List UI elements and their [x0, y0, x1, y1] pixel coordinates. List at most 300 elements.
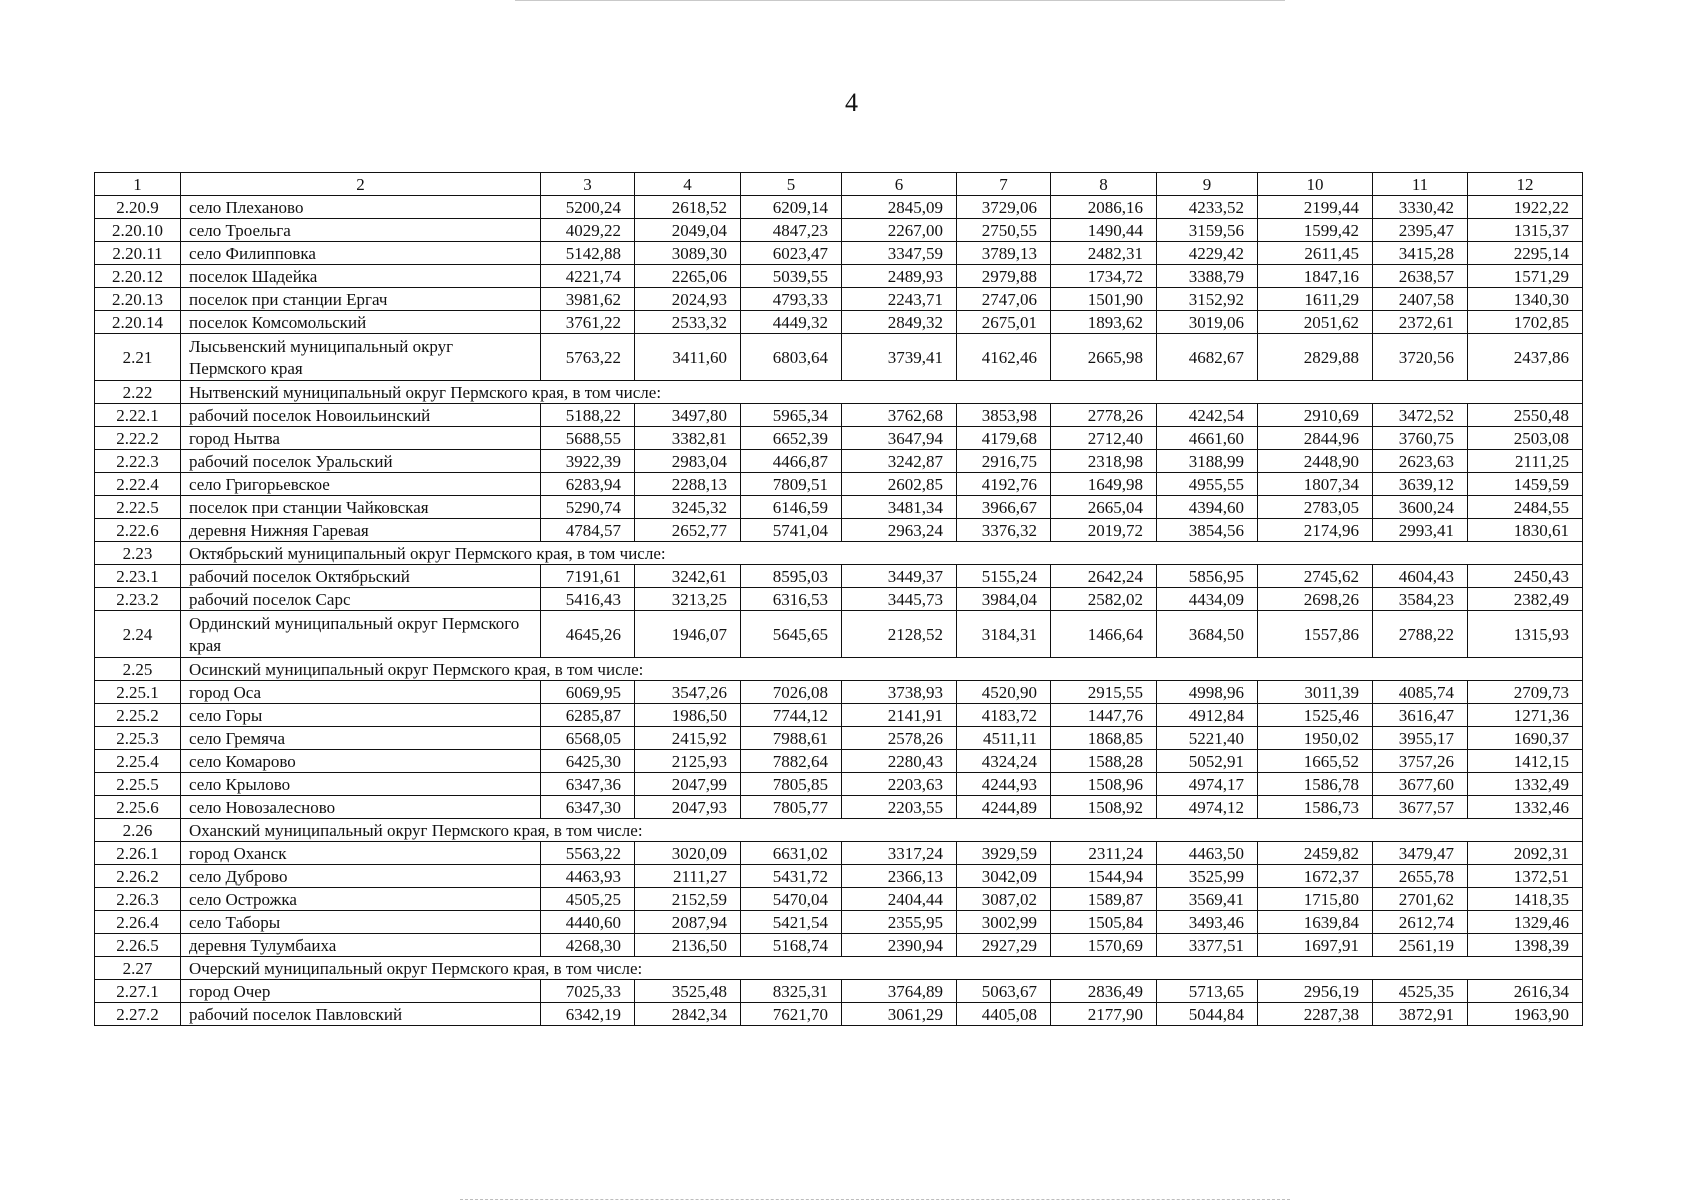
cell-value: 4682,67: [1157, 334, 1258, 381]
cell-value: 1588,28: [1051, 750, 1157, 773]
table-row: [95, 242, 1583, 265]
cell-value: 3547,26: [635, 681, 741, 704]
cell-value: 1332,49: [1468, 773, 1583, 796]
cell-value: 1672,37: [1258, 865, 1373, 888]
cell-value: 2602,85: [842, 473, 957, 496]
table-header-row: [95, 173, 1583, 196]
cell-value: 1963,90: [1468, 1003, 1583, 1026]
cell-value: 2616,34: [1468, 980, 1583, 1003]
cell-value: 2963,24: [842, 519, 957, 542]
cell-value: 6283,94: [541, 473, 635, 496]
cell-value: 5188,22: [541, 404, 635, 427]
row-name: поселок Комсомольский: [181, 311, 541, 334]
cell-value: 8595,03: [741, 565, 842, 588]
cell-value: 1639,84: [1258, 911, 1373, 934]
cell-value: 3242,87: [842, 450, 957, 473]
cell-value: 4525,35: [1373, 980, 1468, 1003]
cell-value: 1466,64: [1051, 611, 1157, 658]
row-code: 2.22.5: [95, 496, 181, 519]
cell-value: 2136,50: [635, 934, 741, 957]
cell-value: 1398,39: [1468, 934, 1583, 957]
cell-value: 2665,98: [1051, 334, 1157, 381]
row-name: село Горы: [181, 704, 541, 727]
cell-value: 1893,62: [1051, 311, 1157, 334]
cell-value: 2295,14: [1468, 242, 1583, 265]
row-name: село Григорьевское: [181, 473, 541, 496]
cell-value: 4974,12: [1157, 796, 1258, 819]
cell-value: 5421,54: [741, 911, 842, 934]
cell-value: 2437,86: [1468, 334, 1583, 381]
cell-value: 1649,98: [1051, 473, 1157, 496]
cell-value: 6425,30: [541, 750, 635, 773]
row-code: 2.25.1: [95, 681, 181, 704]
cell-value: 3922,39: [541, 450, 635, 473]
cell-value: 1557,86: [1258, 611, 1373, 658]
cell-value: 1807,34: [1258, 473, 1373, 496]
row-code: 2.20.12: [95, 265, 181, 288]
table-row: [95, 588, 1583, 611]
cell-value: 3720,56: [1373, 334, 1468, 381]
cell-value: 2582,02: [1051, 588, 1157, 611]
cell-value: 2709,73: [1468, 681, 1583, 704]
cell-value: 3472,52: [1373, 404, 1468, 427]
cell-value: 2618,52: [635, 196, 741, 219]
row-code: 2.20.14: [95, 311, 181, 334]
cell-value: 7805,77: [741, 796, 842, 819]
cell-value: 3330,42: [1373, 196, 1468, 219]
cell-value: 2203,55: [842, 796, 957, 819]
cell-value: 4192,76: [957, 473, 1051, 496]
cell-value: 2482,31: [1051, 242, 1157, 265]
cell-value: 3020,09: [635, 842, 741, 865]
cell-value: 2836,49: [1051, 980, 1157, 1003]
cell-value: 2956,19: [1258, 980, 1373, 1003]
cell-value: 3152,92: [1157, 288, 1258, 311]
cell-value: 2395,47: [1373, 219, 1468, 242]
cell-value: 2993,41: [1373, 519, 1468, 542]
cell-value: 1501,90: [1051, 288, 1157, 311]
cell-value: 6568,05: [541, 727, 635, 750]
top-scan-rule: [515, 0, 1285, 1]
cell-value: 5431,72: [741, 865, 842, 888]
cell-value: 1665,52: [1258, 750, 1373, 773]
cell-value: 4268,30: [541, 934, 635, 957]
table-row: [95, 842, 1583, 865]
cell-value: 6342,19: [541, 1003, 635, 1026]
row-code: 2.24: [95, 611, 181, 658]
cell-value: 3677,60: [1373, 773, 1468, 796]
cell-value: 1586,78: [1258, 773, 1373, 796]
cell-value: 2448,90: [1258, 450, 1373, 473]
cell-value: 3738,93: [842, 681, 957, 704]
cell-value: 2665,04: [1051, 496, 1157, 519]
cell-value: 1340,30: [1468, 288, 1583, 311]
table-row: [95, 565, 1583, 588]
cell-value: 4847,23: [741, 219, 842, 242]
cell-value: 4405,08: [957, 1003, 1051, 1026]
cell-value: 2288,13: [635, 473, 741, 496]
cell-value: 3853,98: [957, 404, 1051, 427]
cell-value: 3497,80: [635, 404, 741, 427]
cell-value: 2152,59: [635, 888, 741, 911]
cell-value: 2533,32: [635, 311, 741, 334]
cell-value: 3493,46: [1157, 911, 1258, 934]
cell-value: 5168,74: [741, 934, 842, 957]
cell-value: 2372,61: [1373, 311, 1468, 334]
cell-value: 3019,06: [1157, 311, 1258, 334]
cell-value: 3377,51: [1157, 934, 1258, 957]
cell-value: 6347,30: [541, 796, 635, 819]
row-name: рабочий поселок Сарс: [181, 588, 541, 611]
row-code: 2.20.11: [95, 242, 181, 265]
cell-value: 5221,40: [1157, 727, 1258, 750]
cell-value: 2111,25: [1468, 450, 1583, 473]
cell-value: 2047,93: [635, 796, 741, 819]
cell-value: 3411,60: [635, 334, 741, 381]
cell-value: 2128,52: [842, 611, 957, 658]
section-row: [95, 542, 1583, 565]
table-row: [95, 404, 1583, 427]
cell-value: 3929,59: [957, 842, 1051, 865]
cell-value: 3762,68: [842, 404, 957, 427]
cell-value: 5563,22: [541, 842, 635, 865]
cell-value: 2701,62: [1373, 888, 1468, 911]
cell-value: 2141,91: [842, 704, 957, 727]
cell-value: 3245,32: [635, 496, 741, 519]
cell-value: 2750,55: [957, 219, 1051, 242]
cell-value: 2049,04: [635, 219, 741, 242]
row-code: 2.27: [95, 957, 181, 980]
row-code: 2.22.3: [95, 450, 181, 473]
cell-value: 3479,47: [1373, 842, 1468, 865]
cell-value: 4998,96: [1157, 681, 1258, 704]
cell-value: 2047,99: [635, 773, 741, 796]
row-name: город Очер: [181, 980, 541, 1003]
table-row: [95, 888, 1583, 911]
row-code: 2.22.2: [95, 427, 181, 450]
cell-value: 1868,85: [1051, 727, 1157, 750]
cell-value: 5044,84: [1157, 1003, 1258, 1026]
cell-value: 5741,04: [741, 519, 842, 542]
cell-value: 7621,70: [741, 1003, 842, 1026]
table-row: [95, 704, 1583, 727]
cell-value: 2459,82: [1258, 842, 1373, 865]
cell-value: 4784,57: [541, 519, 635, 542]
cell-value: 5645,65: [741, 611, 842, 658]
cell-value: 2849,32: [842, 311, 957, 334]
cell-value: 3481,34: [842, 496, 957, 519]
cell-value: 1589,87: [1051, 888, 1157, 911]
cell-value: 2092,31: [1468, 842, 1583, 865]
column-header: 4: [635, 173, 741, 196]
cell-value: 2578,26: [842, 727, 957, 750]
cell-value: 6023,47: [741, 242, 842, 265]
row-name: село Троельга: [181, 219, 541, 242]
cell-value: 5063,67: [957, 980, 1051, 1003]
cell-value: 3042,09: [957, 865, 1051, 888]
cell-value: 2174,96: [1258, 519, 1373, 542]
cell-value: 2638,57: [1373, 265, 1468, 288]
cell-value: 2489,93: [842, 265, 957, 288]
cell-value: 2561,19: [1373, 934, 1468, 957]
cell-value: 4645,26: [541, 611, 635, 658]
row-name: поселок при станции Чайковская: [181, 496, 541, 519]
row-code: 2.23.2: [95, 588, 181, 611]
cell-value: 3449,37: [842, 565, 957, 588]
row-code: 2.27.1: [95, 980, 181, 1003]
cell-value: 2916,75: [957, 450, 1051, 473]
cell-value: 5142,88: [541, 242, 635, 265]
cell-value: 2915,55: [1051, 681, 1157, 704]
page-number: 4: [845, 88, 858, 117]
cell-value: 2550,48: [1468, 404, 1583, 427]
cell-value: 1922,22: [1468, 196, 1583, 219]
column-header: 12: [1468, 173, 1583, 196]
cell-value: 2407,58: [1373, 288, 1468, 311]
cell-value: 1986,50: [635, 704, 741, 727]
cell-value: 7191,61: [541, 565, 635, 588]
column-header: 1: [95, 173, 181, 196]
cell-value: 3677,57: [1373, 796, 1468, 819]
cell-value: 6069,95: [541, 681, 635, 704]
row-name: рабочий поселок Павловский: [181, 1003, 541, 1026]
cell-value: 4244,93: [957, 773, 1051, 796]
cell-value: 4463,50: [1157, 842, 1258, 865]
cell-value: 1690,37: [1468, 727, 1583, 750]
section-title: Оханский муниципальный округ Пермского края, в том числе:: [181, 819, 1583, 842]
cell-value: 3729,06: [957, 196, 1051, 219]
section-row: [95, 957, 1583, 980]
cell-value: 2611,45: [1258, 242, 1373, 265]
row-code: 2.23.1: [95, 565, 181, 588]
row-code: 2.22.6: [95, 519, 181, 542]
cell-value: 2287,38: [1258, 1003, 1373, 1026]
row-name: село Крылово: [181, 773, 541, 796]
row-code: 2.26.1: [95, 842, 181, 865]
table-row: [95, 934, 1583, 957]
section-row: [95, 819, 1583, 842]
row-code: 2.26.5: [95, 934, 181, 957]
cell-value: 7882,64: [741, 750, 842, 773]
cell-value: 4394,60: [1157, 496, 1258, 519]
cell-value: 3184,31: [957, 611, 1051, 658]
cell-value: 1571,29: [1468, 265, 1583, 288]
cell-value: 6209,14: [741, 196, 842, 219]
cell-value: 3525,99: [1157, 865, 1258, 888]
cell-value: 2019,72: [1051, 519, 1157, 542]
cell-value: 1372,51: [1468, 865, 1583, 888]
cell-value: 2087,94: [635, 911, 741, 934]
cell-value: 2111,27: [635, 865, 741, 888]
cell-value: 1715,80: [1258, 888, 1373, 911]
row-name: рабочий поселок Уральский: [181, 450, 541, 473]
cell-value: 3984,04: [957, 588, 1051, 611]
tariff-table: [94, 172, 1583, 1026]
cell-value: 7744,12: [741, 704, 842, 727]
cell-value: 1570,69: [1051, 934, 1157, 957]
row-code: 2.22.4: [95, 473, 181, 496]
cell-value: 4661,60: [1157, 427, 1258, 450]
cell-value: 2910,69: [1258, 404, 1373, 427]
row-code: 2.20.13: [95, 288, 181, 311]
column-header: 10: [1258, 173, 1373, 196]
row-code: 2.21: [95, 334, 181, 381]
cell-value: 4912,84: [1157, 704, 1258, 727]
cell-value: 4466,87: [741, 450, 842, 473]
cell-value: 3011,39: [1258, 681, 1373, 704]
cell-value: 3569,41: [1157, 888, 1258, 911]
cell-value: 3347,59: [842, 242, 957, 265]
cell-value: 1950,02: [1258, 727, 1373, 750]
row-name: деревня Нижняя Гаревая: [181, 519, 541, 542]
cell-value: 4505,25: [541, 888, 635, 911]
cell-value: 2404,44: [842, 888, 957, 911]
cell-value: 3966,67: [957, 496, 1051, 519]
cell-value: 3445,73: [842, 588, 957, 611]
cell-value: 3872,91: [1373, 1003, 1468, 1026]
section-title: Осинский муниципальный округ Пермского края, в том числе:: [181, 658, 1583, 681]
row-code: 2.25: [95, 658, 181, 681]
cell-value: 3525,48: [635, 980, 741, 1003]
table-row: [95, 865, 1583, 888]
cell-value: 4162,46: [957, 334, 1051, 381]
row-code: 2.23: [95, 542, 181, 565]
cell-value: 1447,76: [1051, 704, 1157, 727]
cell-value: 1525,46: [1258, 704, 1373, 727]
cell-value: 3213,25: [635, 588, 741, 611]
cell-value: 1611,29: [1258, 288, 1373, 311]
cell-value: 6316,53: [741, 588, 842, 611]
cell-value: 2783,05: [1258, 496, 1373, 519]
cell-value: 6631,02: [741, 842, 842, 865]
cell-value: 1315,93: [1468, 611, 1583, 658]
cell-value: 1271,36: [1468, 704, 1583, 727]
cell-value: 3242,61: [635, 565, 741, 588]
row-name: Ординский муниципальный округ Пермского края: [181, 611, 541, 658]
cell-value: 8325,31: [741, 980, 842, 1003]
cell-value: 2983,04: [635, 450, 741, 473]
cell-value: 4604,43: [1373, 565, 1468, 588]
cell-value: 3584,23: [1373, 588, 1468, 611]
cell-value: 5856,95: [1157, 565, 1258, 588]
row-code: 2.25.6: [95, 796, 181, 819]
cell-value: 7805,85: [741, 773, 842, 796]
section-row: [95, 381, 1583, 404]
cell-value: 3639,12: [1373, 473, 1468, 496]
cell-value: 1508,96: [1051, 773, 1157, 796]
cell-value: 2927,29: [957, 934, 1051, 957]
row-code: 2.20.10: [95, 219, 181, 242]
cell-value: 1412,15: [1468, 750, 1583, 773]
table-row: [95, 450, 1583, 473]
cell-value: 4324,24: [957, 750, 1051, 773]
cell-value: 1332,46: [1468, 796, 1583, 819]
cell-value: 1459,59: [1468, 473, 1583, 496]
row-name: город Оса: [181, 681, 541, 704]
cell-value: 2778,26: [1051, 404, 1157, 427]
cell-value: 3764,89: [842, 980, 957, 1003]
table-row: [95, 265, 1583, 288]
table-row: [95, 980, 1583, 1003]
cell-value: 1697,91: [1258, 934, 1373, 957]
row-code: 2.22.1: [95, 404, 181, 427]
cell-value: 1505,84: [1051, 911, 1157, 934]
cell-value: 5965,34: [741, 404, 842, 427]
cell-value: 4449,32: [741, 311, 842, 334]
cell-value: 1329,46: [1468, 911, 1583, 934]
cell-value: 2390,94: [842, 934, 957, 957]
cell-value: 5052,91: [1157, 750, 1258, 773]
cell-value: 5713,65: [1157, 980, 1258, 1003]
cell-value: 2267,00: [842, 219, 957, 242]
section-title: Очерский муниципальный округ Пермского края, в том числе:: [181, 957, 1583, 980]
cell-value: 4229,42: [1157, 242, 1258, 265]
row-name: город Нытва: [181, 427, 541, 450]
cell-value: 2265,06: [635, 265, 741, 288]
cell-value: 2844,96: [1258, 427, 1373, 450]
cell-value: 3981,62: [541, 288, 635, 311]
cell-value: 2747,06: [957, 288, 1051, 311]
cell-value: 6803,64: [741, 334, 842, 381]
section-row: [95, 658, 1583, 681]
cell-value: 5470,04: [741, 888, 842, 911]
cell-value: 4029,22: [541, 219, 635, 242]
column-header: 7: [957, 173, 1051, 196]
cell-value: 4463,93: [541, 865, 635, 888]
table-row: [95, 473, 1583, 496]
cell-value: 3089,30: [635, 242, 741, 265]
cell-value: 1418,35: [1468, 888, 1583, 911]
row-name: село Острожка: [181, 888, 541, 911]
cell-value: 3955,17: [1373, 727, 1468, 750]
cell-value: 3760,75: [1373, 427, 1468, 450]
cell-value: 2318,98: [1051, 450, 1157, 473]
row-code: 2.20.9: [95, 196, 181, 219]
cell-value: 4434,09: [1157, 588, 1258, 611]
row-name: село Гремяча: [181, 727, 541, 750]
column-header: 2: [181, 173, 541, 196]
table-row: [95, 681, 1583, 704]
row-name: село Филипповка: [181, 242, 541, 265]
cell-value: 2642,24: [1051, 565, 1157, 588]
column-header: 9: [1157, 173, 1258, 196]
cell-value: 3317,24: [842, 842, 957, 865]
table-row: [95, 750, 1583, 773]
cell-value: 4244,89: [957, 796, 1051, 819]
cell-value: 2366,13: [842, 865, 957, 888]
cell-value: 3188,99: [1157, 450, 1258, 473]
row-name: поселок при станции Ергач: [181, 288, 541, 311]
cell-value: 3684,50: [1157, 611, 1258, 658]
cell-value: 4242,54: [1157, 404, 1258, 427]
cell-value: 5416,43: [541, 588, 635, 611]
cell-value: 3600,24: [1373, 496, 1468, 519]
table-row: [95, 773, 1583, 796]
row-code: 2.22: [95, 381, 181, 404]
cell-value: 2311,24: [1051, 842, 1157, 865]
cell-value: 2623,63: [1373, 450, 1468, 473]
cell-value: 2203,63: [842, 773, 957, 796]
row-name: село Дуброво: [181, 865, 541, 888]
row-name: село Таборы: [181, 911, 541, 934]
cell-value: 3388,79: [1157, 265, 1258, 288]
cell-value: 2177,90: [1051, 1003, 1157, 1026]
cell-value: 2450,43: [1468, 565, 1583, 588]
table-row: [95, 611, 1583, 658]
table-row: [95, 519, 1583, 542]
cell-value: 4179,68: [957, 427, 1051, 450]
cell-value: 2788,22: [1373, 611, 1468, 658]
